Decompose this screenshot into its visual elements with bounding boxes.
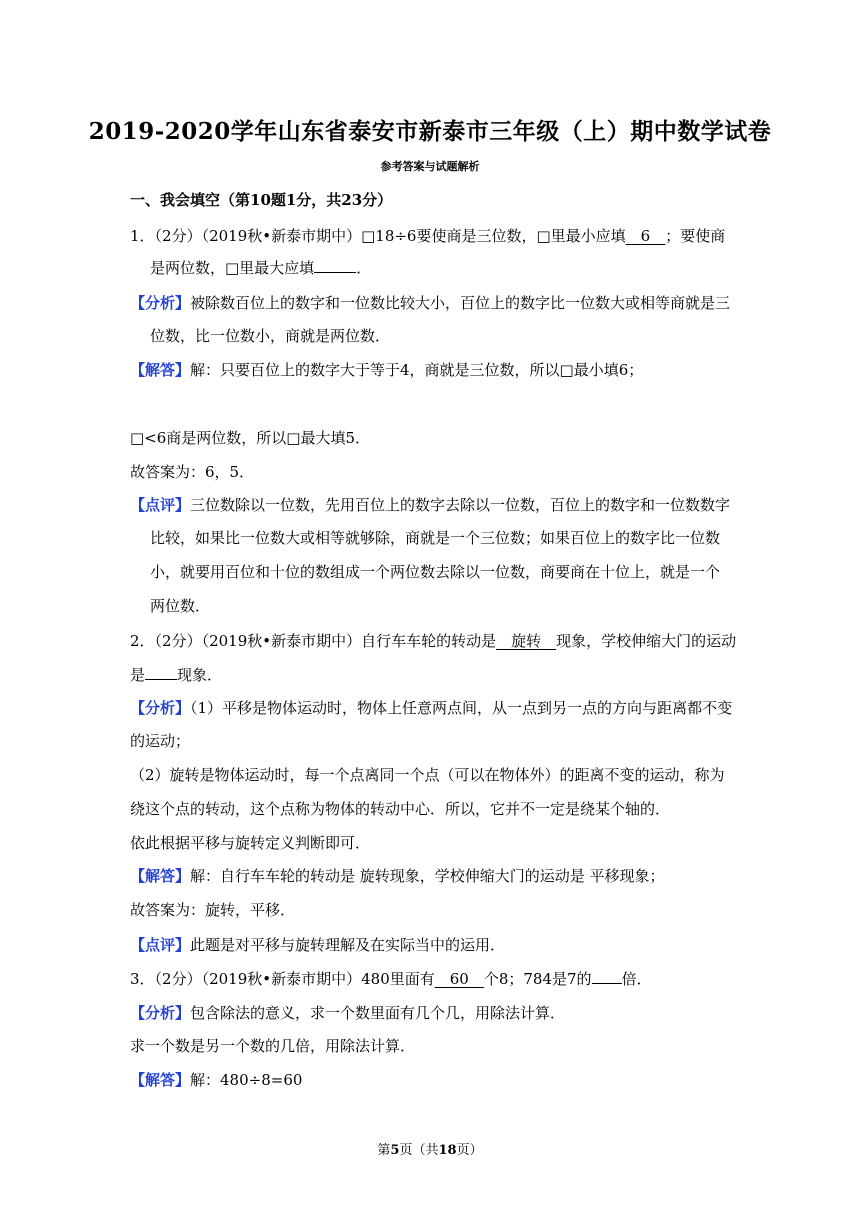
q3-solution: 【解答】解：480÷8=60 bbox=[130, 1071, 303, 1089]
question-2-line-1 bbox=[130, 631, 736, 651]
q3-analysis-2: 求一个数是另一个数的几倍，用除法计算． bbox=[130, 1037, 416, 1055]
q2-solution: 【解答】解：自行车车轮的转动是 旋转现象，学校伸缩大门的运动是 平移现象； bbox=[130, 867, 665, 885]
page-total: 18 bbox=[438, 1143, 457, 1158]
analysis-tag: 【分析】 bbox=[130, 699, 191, 717]
q2-answer-1: 旋转 bbox=[511, 632, 542, 650]
q1-solution: 【解答】解：只要百位上的数字大于等于4，商就是三位数，所以□最小填6； bbox=[130, 361, 644, 379]
q1-comment-4: 两位数． bbox=[150, 597, 211, 615]
q1-analysis: 【分析】被除数百位上的数字和一位数比较大小，百位上的数字比一位数大或相等商就是三 bbox=[130, 294, 731, 312]
comment-tag: 【点评】 bbox=[130, 936, 191, 954]
q2-stem-cont: 现象，学校伸缩大门的运动 bbox=[556, 632, 737, 650]
page-subtitle: 参考答案与试题解析 bbox=[380, 160, 480, 173]
q2-analysis-3: （2）旋转是物体运动时，每一个点离同一个点（可以在物体外）的距离不变的运动，称为 bbox=[130, 766, 725, 784]
analysis-tag: 【分析】 bbox=[130, 1004, 191, 1022]
q1-stem-2: 是两位数，□里最大应填 bbox=[150, 259, 315, 277]
q3-stem: 3．（2分）（2019秋•新泰市期中）480里面有 bbox=[130, 970, 435, 988]
q2-analysis: 【分析】（1）平移是物体运动时，物体上任意两点间，从一点到另一点的方向与距离都不变 bbox=[130, 699, 733, 717]
q1-stem: 1．（2分）（2019秋•新泰市期中）□18÷6要使商是三位数，□里最小应填 bbox=[130, 227, 626, 245]
page-number: 5 bbox=[390, 1143, 400, 1158]
question-1-line-2: 是两位数，□里最大应填 ． bbox=[150, 259, 372, 277]
q1-comment: 【点评】三位数除以一位数，先用百位上的数字去除以一位数，百位上的数字和一位数数字 bbox=[130, 496, 731, 514]
q1-comment-2: 比较，如果比一位数大或相等就够除，商就是一个三位数；如果百位上的数字比一位数 bbox=[150, 529, 721, 547]
q3-answer-blank bbox=[592, 969, 622, 984]
q1-analysis-cont: 位数，比一位数小，商就是两位数． bbox=[150, 327, 391, 345]
q1-solution-3: 故答案为：6，5． bbox=[130, 463, 255, 481]
solution-tag: 【解答】 bbox=[130, 361, 191, 379]
q2-analysis-4: 绕这个点的转动，这个点称为物体的转动中心．所以，它并不一定是绕某个轴的． bbox=[130, 800, 671, 818]
q2-stem: 2．（2分）（2019秋•新泰市期中）自行车车轮的转动是 bbox=[130, 632, 497, 650]
solution-tag: 【解答】 bbox=[130, 1071, 191, 1089]
q1-comment-3: 小，就要用百位和十位的数组成一个两位数去除以一位数，商要商在十位上，就是一个 bbox=[150, 563, 721, 581]
q1-answer-1: 6 bbox=[640, 227, 651, 245]
solution-tag: 【解答】 bbox=[130, 867, 191, 885]
q1-stem-cont: ；要使商 bbox=[665, 227, 726, 245]
section-heading: 一、我会填空（第10题1分，共23分） bbox=[130, 191, 393, 209]
q2-analysis-5: 依此根据平移与旋转定义判断即可． bbox=[130, 834, 371, 852]
q3-answer-1: 60 bbox=[449, 970, 469, 988]
question-1-line-1 bbox=[130, 226, 725, 246]
page-title: 2019-2020学年山东省泰安市新泰市三年级（上）期中数学试卷 bbox=[88, 118, 772, 145]
question-2-line-2: 是 现象． bbox=[130, 666, 223, 684]
q1-solution-2: □<6商是两位数，所以□最大填5． bbox=[130, 429, 371, 447]
question-3-line-1: 3．（2分）（2019秋•新泰市期中）480里面有 60 个8；784是7的 倍． bbox=[130, 970, 652, 988]
comment-tag: 【点评】 bbox=[130, 496, 191, 514]
page-footer: 第5页（共18页） bbox=[377, 1143, 483, 1158]
q2-solution-2: 故答案为：旋转，平移． bbox=[130, 901, 296, 919]
analysis-tag: 【分析】 bbox=[130, 294, 191, 312]
q2-answer-blank bbox=[145, 665, 177, 680]
q3-analysis: 【分析】包含除法的意义，求一个数里面有几个几，用除法计算． bbox=[130, 1004, 566, 1022]
q1-answer-blank bbox=[314, 258, 356, 273]
q2-comment: 【点评】此题是对平移与旋转理解及在实际当中的运用． bbox=[130, 936, 506, 954]
q2-analysis-2: 的运动； bbox=[130, 732, 191, 750]
